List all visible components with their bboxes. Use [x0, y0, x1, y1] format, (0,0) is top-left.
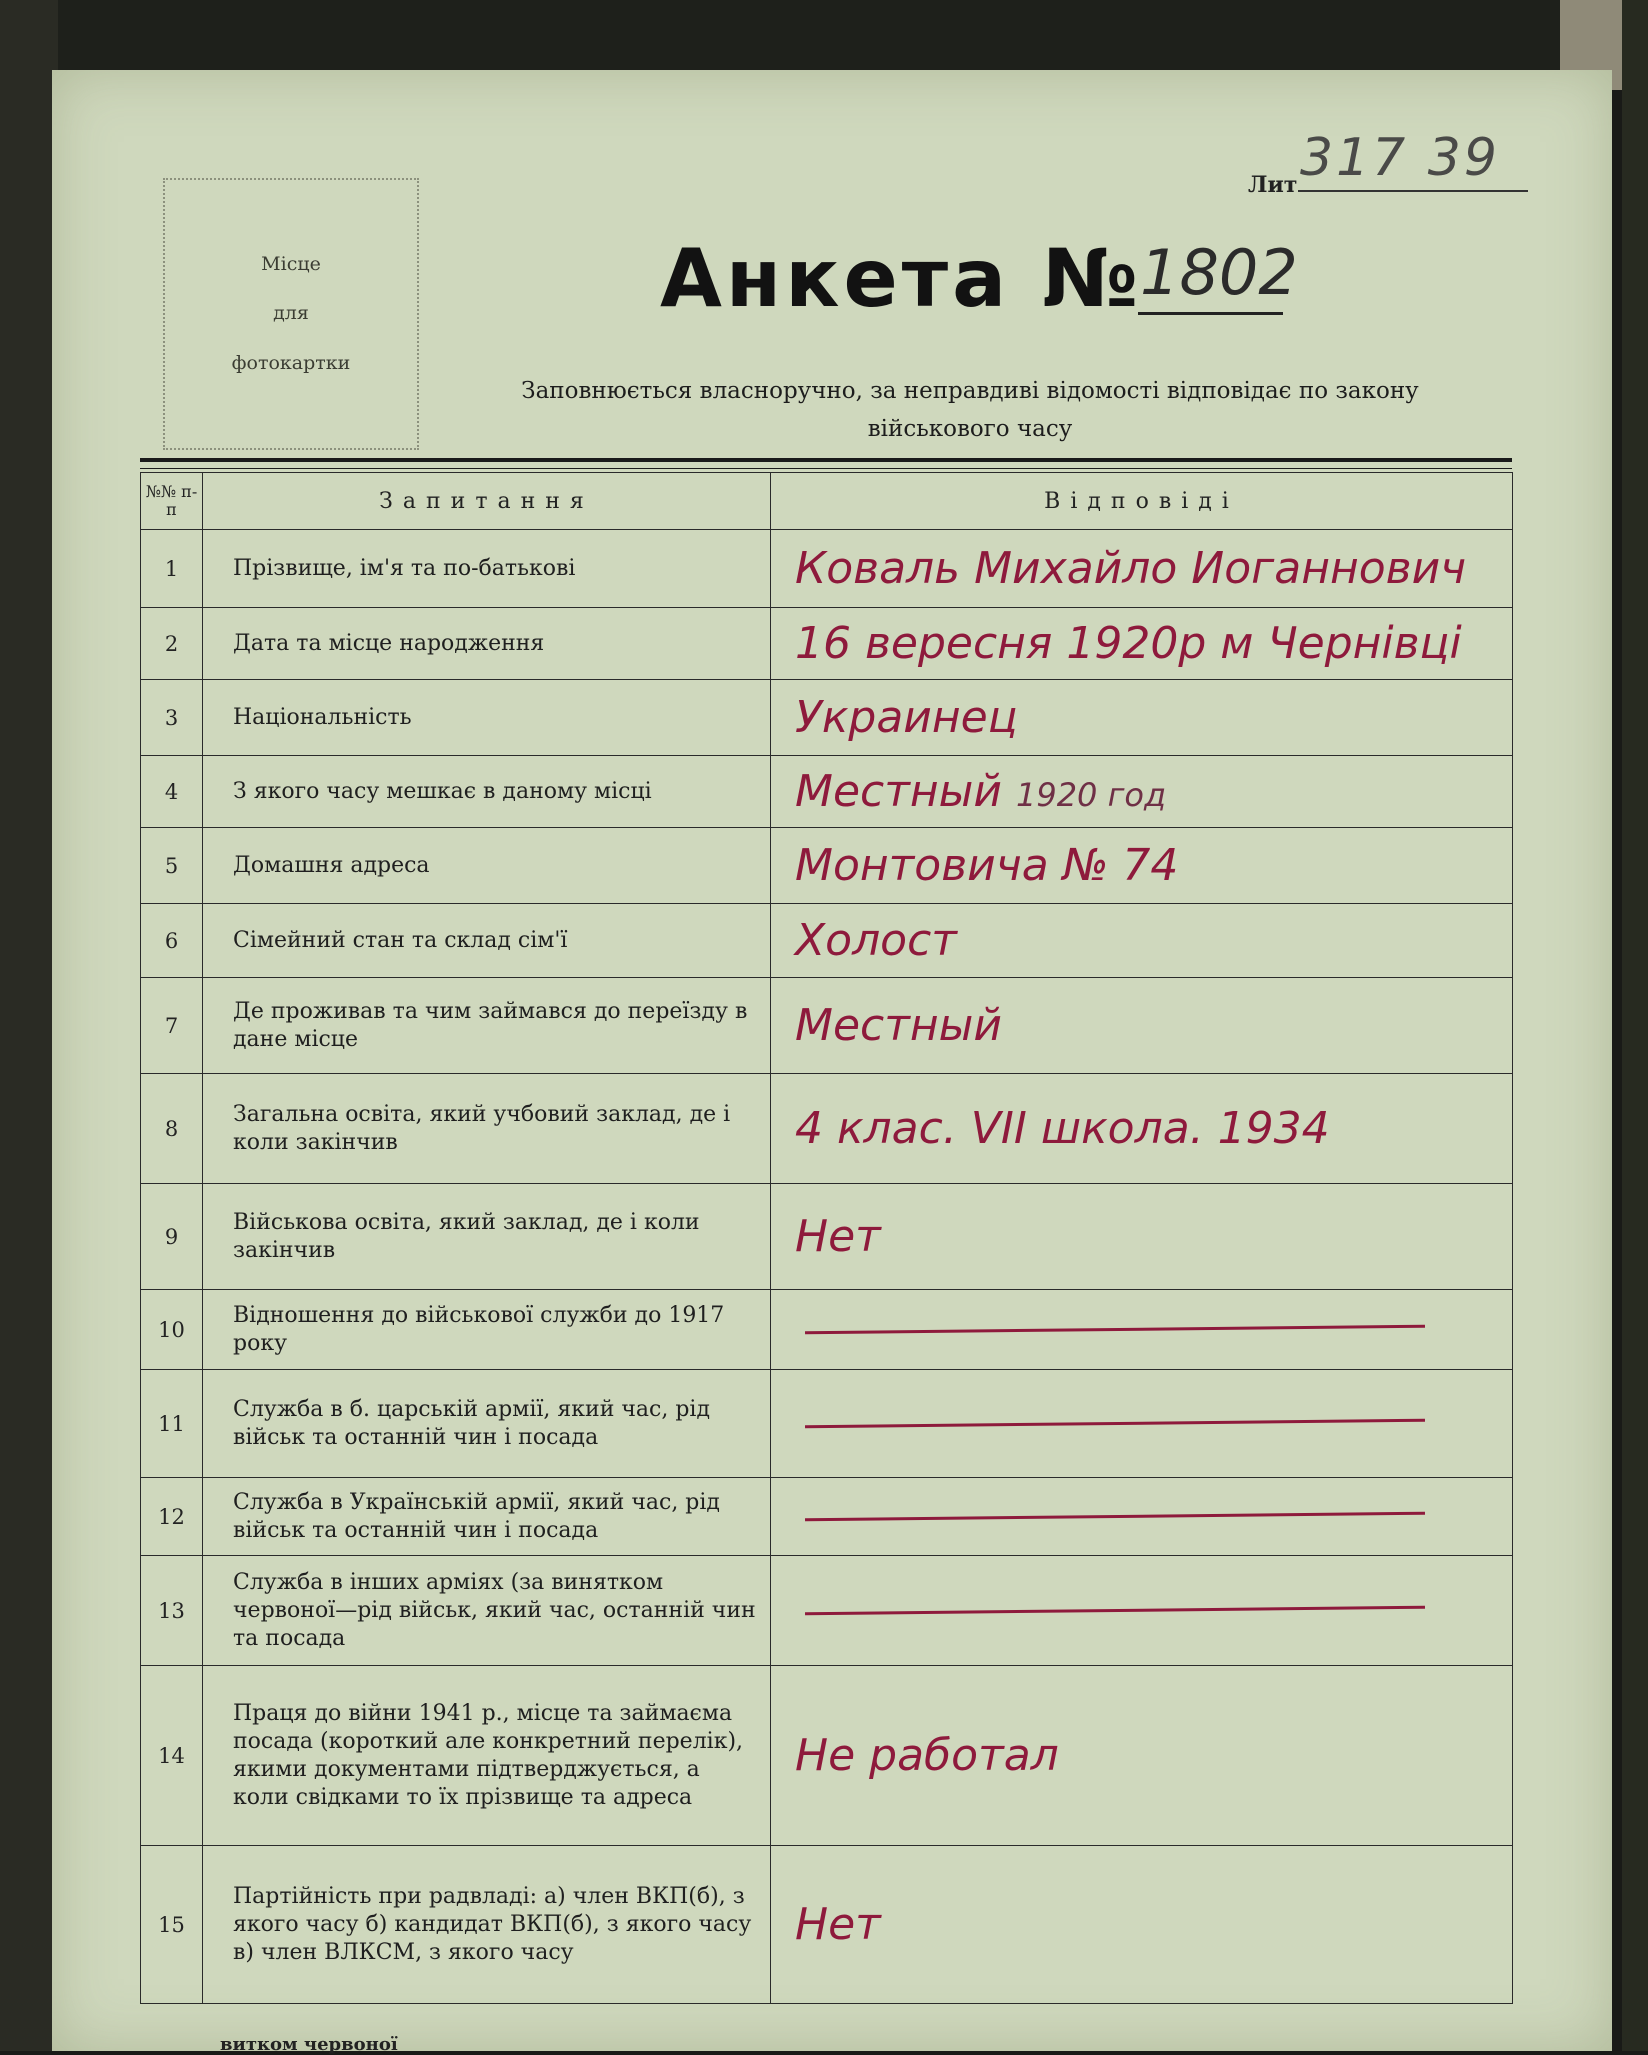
row-number: 15 [141, 1846, 203, 2004]
subtitle-line-2: військового часу [867, 416, 1073, 442]
row-question: Служба в б. царській армії, який час, рід військ та останній чин і посада [203, 1370, 771, 1478]
row-question: З якого часу мешкає в даному місці [203, 756, 771, 828]
table-header-row [141, 473, 1513, 530]
row-answer: Украинец [771, 680, 1513, 756]
row-number: 9 [141, 1184, 203, 1290]
row-number: 1 [141, 530, 203, 608]
scan-border-left [0, 0, 58, 2051]
row-answer-blank [771, 1556, 1513, 1666]
row-question: Національність [203, 680, 771, 756]
row-question: Партійність при радвладі: а) член ВКП(б), з якого часу б) кандидат ВКП(б), з якого часу в) член ВЛКСМ, з якого часу [203, 1846, 771, 2004]
row-question: Домашня адреса [203, 828, 771, 904]
form-subtitle [440, 372, 1500, 448]
row-number: 14 [141, 1666, 203, 1846]
row-question: Де проживав та чим займався до переїзду в дане місце [203, 978, 771, 1074]
row-answer-blank [771, 1370, 1513, 1478]
table-row [141, 828, 1513, 904]
row-question: Прізвище, ім'я та по-батькові [203, 530, 771, 608]
row-number: 11 [141, 1370, 203, 1478]
row-answer: Монтовича № 74 [771, 828, 1513, 904]
row-answer: Коваль Михайло Иоганнович [771, 530, 1513, 608]
row-answer: Местный [771, 978, 1513, 1074]
row-number: 10 [141, 1290, 203, 1370]
lit-number: 317 39 [1300, 128, 1500, 188]
row-answer: 16 вересня 1920р м Чернівці [771, 608, 1513, 680]
row-question: Служба в Українській армії, який час, рід військ та останній чин і посада [203, 1478, 771, 1556]
table-row [141, 1290, 1513, 1370]
row-number: 2 [141, 608, 203, 680]
row-question: Служба в інших арміях (за винятком червоної—рід військ, який час, останній чин та посада [203, 1556, 771, 1666]
table-row [141, 756, 1513, 828]
row-question: Загальна освіта, який учбовий заклад, де і коли закінчив [203, 1074, 771, 1184]
scan-border-right [1622, 0, 1648, 2051]
row-answer: Не работал [771, 1666, 1513, 1846]
row-answer [771, 756, 1513, 828]
header-rule-thin [140, 468, 1512, 469]
answer-dash-line [805, 1606, 1425, 1615]
scan-border-top [0, 0, 1648, 74]
header-rule [140, 458, 1512, 462]
table-row [141, 1556, 1513, 1666]
table-row [141, 978, 1513, 1074]
column-header-question: Запитання [203, 473, 771, 530]
table-row [141, 1846, 1513, 2004]
row-answer: 4 клас. VII школа. 1934 [771, 1074, 1513, 1184]
lit-underline [1298, 190, 1528, 192]
row-number: 5 [141, 828, 203, 904]
lit-label: Лит [1248, 172, 1298, 198]
row-answer-blank [771, 1290, 1513, 1370]
row-question: Дата та місце народження [203, 608, 771, 680]
row-number: 4 [141, 756, 203, 828]
table-row [141, 1370, 1513, 1478]
column-header-number: №№ п-п [141, 473, 203, 530]
table-row [141, 1074, 1513, 1184]
row-number: 6 [141, 904, 203, 978]
row-answer: Нет [771, 1846, 1513, 2004]
photo-label-3: фотокартки [231, 351, 351, 374]
table-row [141, 1184, 1513, 1290]
row-question: Військова освіта, який заклад, де і коли закінчив [203, 1184, 771, 1290]
answer-dash-line [805, 1512, 1425, 1521]
answer-dash-line [805, 1325, 1425, 1334]
subtitle-line-1: Заповнюється власноручно, за неправдиві відомості відповідає по закону [521, 378, 1419, 404]
row-number: 3 [141, 680, 203, 756]
photo-label-2: для [273, 302, 309, 325]
form-number-underline [1138, 312, 1283, 315]
row-question: Відношення до військової служби до 1917 року [203, 1290, 771, 1370]
row-number: 7 [141, 978, 203, 1074]
row-answer: Холост [771, 904, 1513, 978]
form-number: 1802 [1140, 236, 1298, 309]
row-answer: Нет [771, 1184, 1513, 1290]
row-number: 12 [141, 1478, 203, 1556]
row-answer-main: Местный [795, 766, 1002, 817]
row-number: 13 [141, 1556, 203, 1666]
answer-dash-line [805, 1419, 1425, 1428]
table-row [141, 530, 1513, 608]
row-answer-blank [771, 1478, 1513, 1556]
questionnaire-table [140, 472, 1513, 2004]
form-title: Анкета № [660, 232, 1143, 325]
table-row [141, 608, 1513, 680]
row-number: 8 [141, 1074, 203, 1184]
photo-placeholder [163, 178, 419, 450]
table-row [141, 680, 1513, 756]
cut-off-text: витком червоної [220, 2034, 398, 2055]
row-question: Сімейний стан та склад сім'ї [203, 904, 771, 978]
photo-label-1: Місце [261, 252, 321, 275]
table-row [141, 1666, 1513, 1846]
row-question: Праця до війни 1941 р., місце та займаєма посада (короткий але конкретний перелік), якими документами підтверджується, а коли свідками то їх прізвище та адреса [203, 1666, 771, 1846]
table-row [141, 1478, 1513, 1556]
column-header-answer: Відповіді [771, 473, 1513, 530]
table-row [141, 904, 1513, 978]
row-answer-note: 1920 год [1015, 776, 1167, 814]
